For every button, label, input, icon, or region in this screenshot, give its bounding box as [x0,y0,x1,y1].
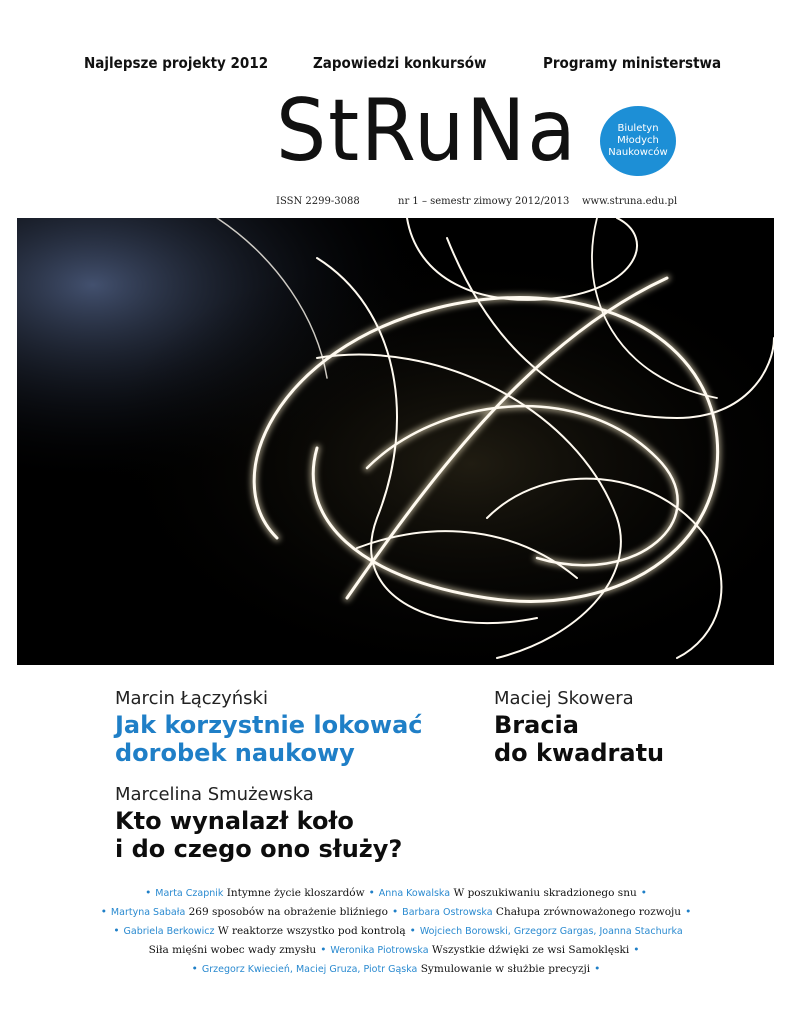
issue-meta [0,196,792,210]
bullet-dot: • [191,963,198,975]
bullet-dot: • [640,887,647,899]
bullet-dot: • [145,887,152,899]
nav-item-best-projects[interactable]: Najlepsze projekty 2012 [84,54,269,72]
top-navigation [0,54,792,78]
contributor-name: Marta Czapnik [155,888,224,899]
contents-title[interactable]: Symulowanie w służbie precyzji [420,963,591,975]
contributor-name: Martyna Sabała [110,907,186,918]
contents-line [0,941,792,960]
logo-title: StRuNa [276,81,578,181]
article-teaser-1[interactable] [115,688,423,767]
contents-title[interactable]: Intymne życie kloszardów [226,887,365,899]
website-link[interactable]: www.struna.edu.pl [582,196,678,207]
headline-line: Bracia [494,711,579,739]
contents-line [0,903,792,922]
contents-title[interactable]: Siła mięśni wobec wady zmysłu [148,944,317,956]
bullet-dot: • [320,944,327,956]
contributor-name: Grzegorz Kwiecień, Maciej Gruza, Piotr Gąska [201,964,418,975]
contents-title[interactable]: W reaktorze wszystko pod kontrolą [217,925,406,937]
article-teaser-2[interactable] [494,688,664,767]
bullet-dot: • [100,906,107,918]
contributor-name: Anna Kowalska [378,888,451,899]
contents-line [0,960,792,979]
badge-line: Naukowców [608,147,668,158]
contributor-name: Barbara Ostrowska [402,907,493,918]
article-author: Marcelina Smużewska [115,784,314,805]
article-headline [115,711,423,767]
nav-item-ministry-programs[interactable]: Programy ministerstwa [543,54,722,72]
contents-list [0,884,792,979]
contributor-name: Gabriela Berkowicz [123,926,215,937]
article-teaser-3[interactable] [115,784,402,863]
issue-text: nr 1 – semestr zimowy 2012/2013 [398,196,570,207]
article-headline [494,711,664,767]
headline-line: dorobek naukowy [115,739,355,767]
headline-line: do kwadratu [494,739,665,767]
masthead-logo [276,81,696,192]
cover-image-light-trails [17,218,774,665]
bullet-dot: • [391,906,399,918]
headline-line: i do czego ono służy? [115,835,403,863]
headline-line: Kto wynalazł koło [115,807,354,835]
logo-badge [600,106,676,176]
light-trails-illustration [17,218,774,665]
contributor-name: Wojciech Borowski, Grzegorz Gargas, Joanna Stachurka [419,926,683,937]
contents-line [0,884,792,903]
article-author: Maciej Skowera [494,688,634,709]
badge-line: Młodych [617,135,659,146]
badge-line: Biuletyn [617,123,659,134]
contents-title[interactable]: W poszukiwaniu skradzionego snu [453,887,637,899]
article-author: Marcin Łączyński [115,688,268,709]
bullet-dot: • [409,925,416,937]
bullet-dot: • [368,887,375,899]
bullet-dot: • [633,944,640,956]
bullet-dot: • [594,963,601,975]
contributor-name: Weronika Piotrowska [330,945,429,956]
contents-title[interactable]: Chałupa zrównoważonego rozwoju [495,906,682,918]
article-headline [115,807,402,863]
contents-line [0,922,792,941]
issn-text: ISSN 2299-3088 [276,196,360,207]
headline-line: Jak korzystnie lokować [115,711,423,739]
contents-title[interactable]: 269 sposobów na obrażenie bliźniego [188,906,388,918]
bullet-dot: • [685,906,692,918]
contents-title[interactable]: Wszystkie dźwięki ze wsi Samoklęski [431,944,630,956]
bullet-dot: • [113,925,120,937]
nav-item-competitions[interactable]: Zapowiedzi konkursów [313,54,487,72]
